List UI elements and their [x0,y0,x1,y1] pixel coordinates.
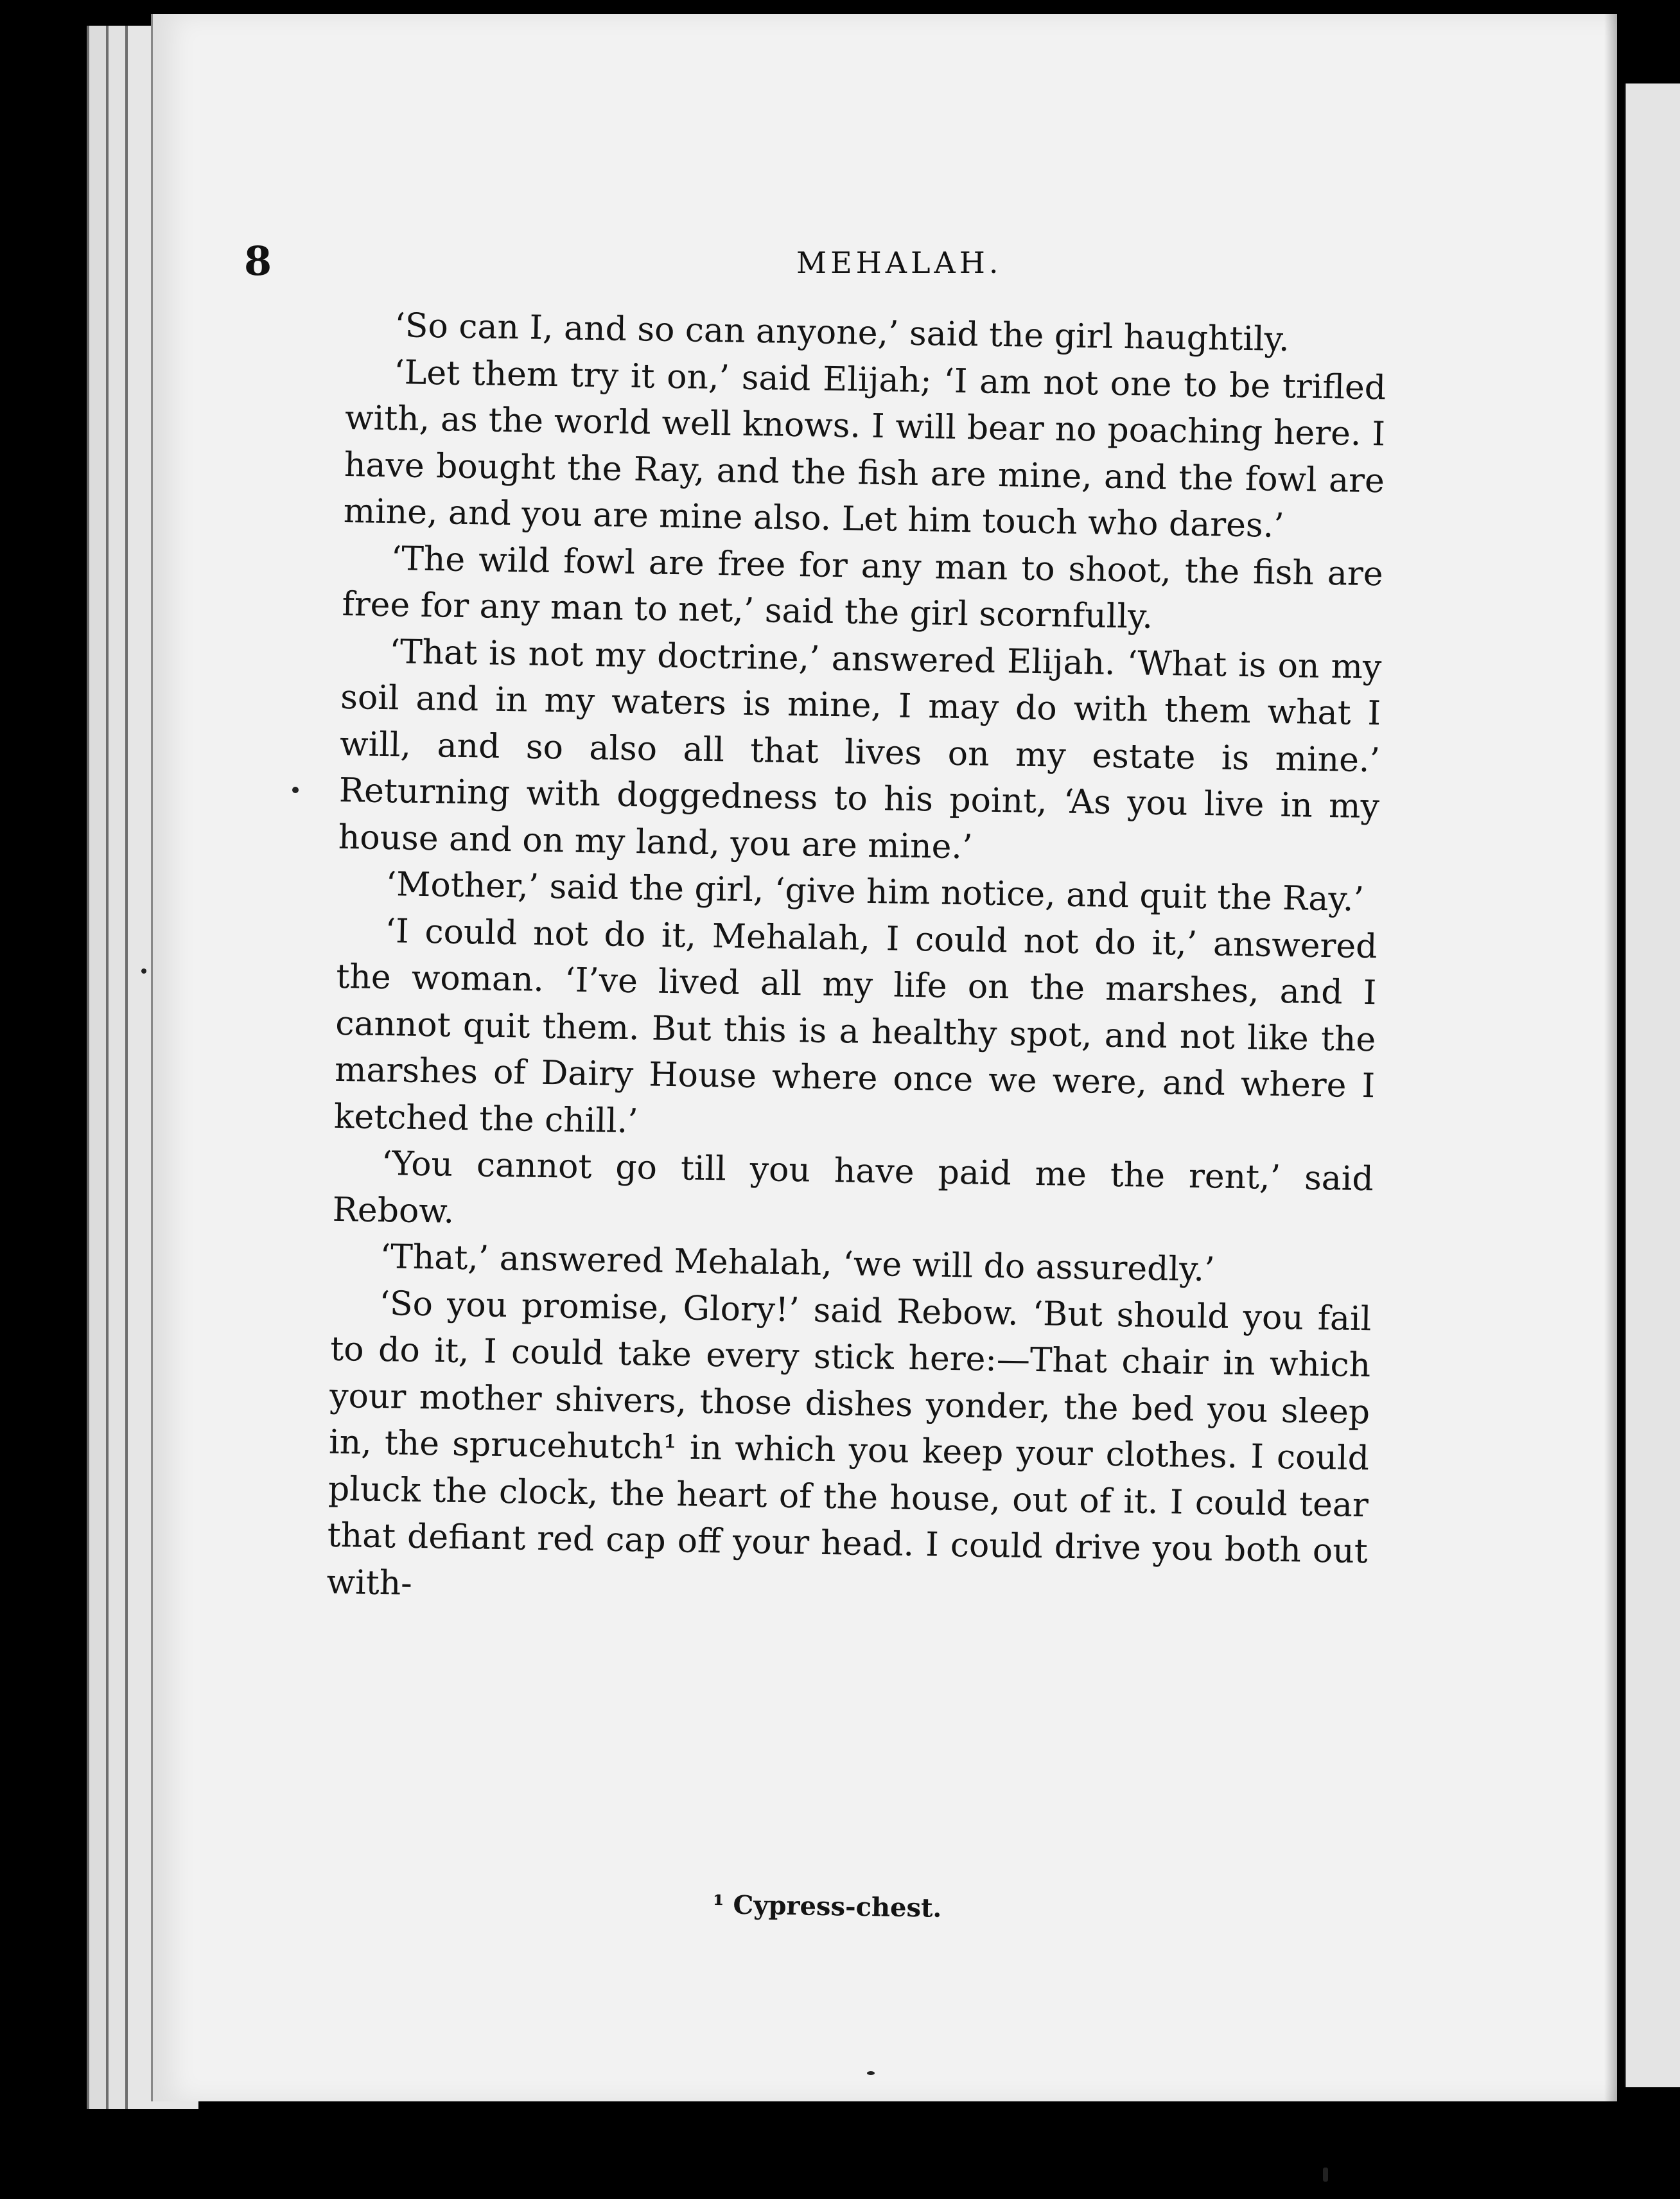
adjacent-page-edge [1625,83,1680,2087]
scan-speck [292,787,299,793]
paragraph: ‘Mother,’ said the girl, ‘give him notice, and quit the Ray.’ [385,865,1365,919]
page-shadow [1604,14,1617,2101]
paragraph: ‘The wild fowl are free for any man to shoot, the fish are free for any man to net,’ said the girl scornfully. [342,539,1384,636]
page-number: 8 [244,238,272,285]
body-text [326,302,1387,1622]
paragraph: ‘I could not do it, Mehalah, I could not do it,’ answered the woman. ‘I’ve lived all my life on the marshes, and I cannot quit them. But this is a healthy spot, and not like the marshes of Dairy House where once we were, and where I ketched the chill.’ [333,911,1378,1141]
scan-speck [1323,2168,1328,2182]
running-title: MEHALAH. [796,245,1002,280]
paragraph: ‘That is not my doctrine,’ answered Elijah. ‘What is on my soil and in my waters is mine, I may do with them what I will, and so also all that lives on my estate is mine.’ Returning with doggedness to his point, ‘As you live in my house and on my land, you are mine.’ [338,632,1382,866]
paragraph: ‘That,’ answered Mehalah, ‘we will do assuredly.’ [380,1237,1216,1290]
scan-speck [867,2071,875,2075]
paragraph: ‘You cannot go till you have paid me the rent,’ said Rebow. [332,1144,1374,1231]
paragraph: ‘So you promise, Glory!’ said Rebow. ‘But should you fail to do it, I could take every stick here:—That chair in which your mother shivers, those dishes yonder, the bed you sleep in, the sprucehutch¹ in which you keep your clothes. I could pluck the clock, the heart of the house, out of it. I could tear that defiant red cap off your head. I could drive you both out with- [326,1284,1372,1603]
paragraph: ‘So can I, and so can anyone,’ said the girl haughtily. [394,306,1290,360]
paragraph: ‘Let them try it on,’ said Elijah; ‘I am not one to be trifled with, as the world well knows. I will bear no poaching here. I have bought the Ray, and the fish are mine, and the fowl are mine, and you are mine also. Let him touch who dares.’ [343,353,1387,545]
page-header [244,238,1368,289]
scan-speck [141,968,146,974]
footnote: ¹ Cypress-chest. [712,1889,942,1923]
